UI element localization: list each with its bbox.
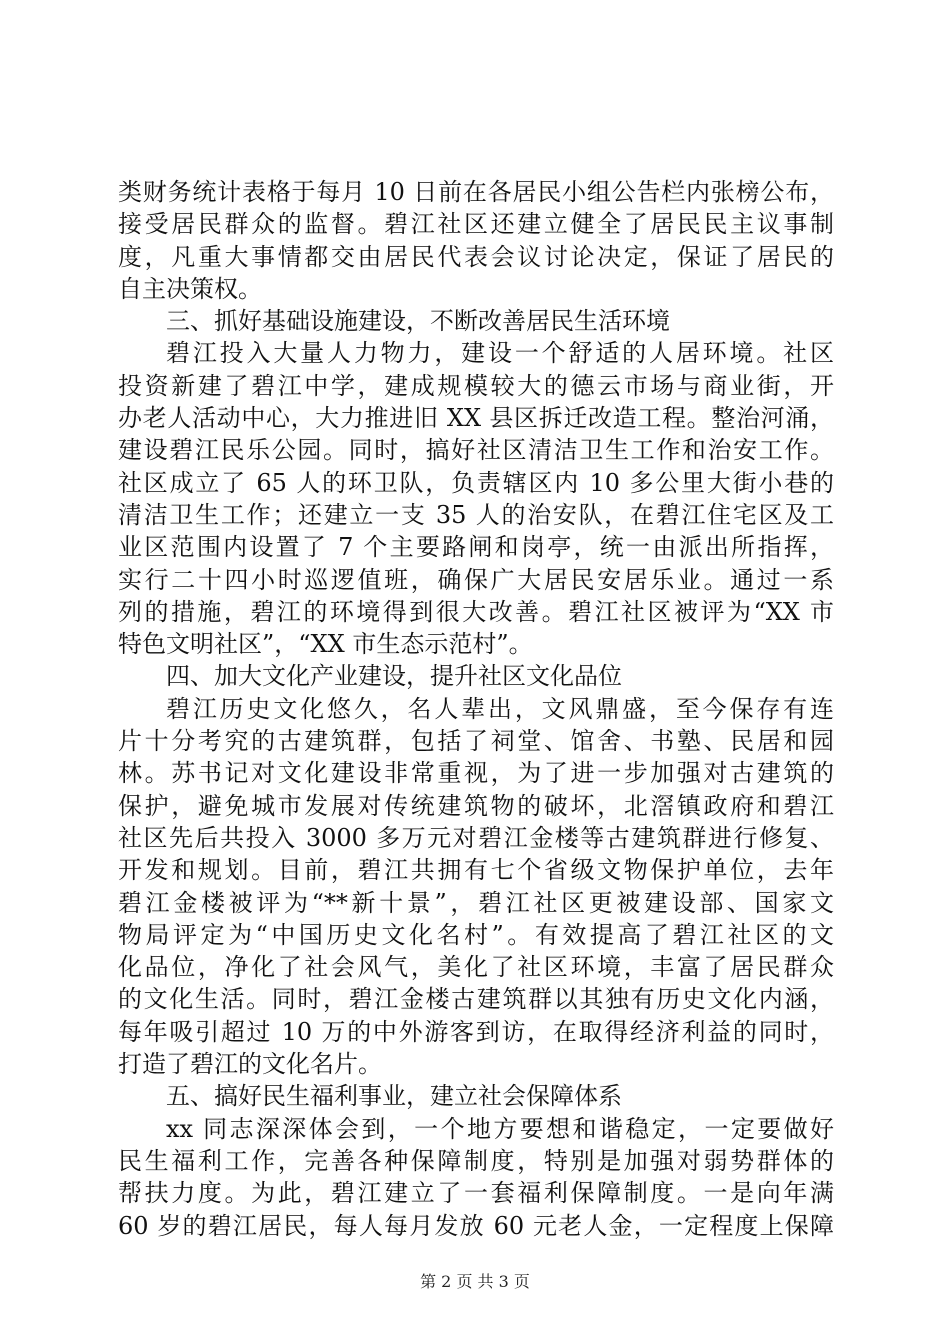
paragraph-line: 片十分考究的古建筑群，包括了祠堂、馆舍、书塾、民居和园	[118, 727, 834, 756]
paragraph-line: 办老人活动中心，大力推进旧 XX 县区拆迁改造工程。整治河涌，	[118, 404, 834, 433]
section-heading: 四、加大文化产业建设，提升社区文化品位	[166, 662, 622, 691]
paragraph-line: 林。苏书记对文化建设非常重视，为了进一步加强对古建筑的	[118, 759, 834, 788]
section-heading: 三、抓好基础设施建设，不断改善居民生活环境	[166, 307, 670, 336]
paragraph-line: 业区范围内设置了 7 个主要路闸和岗亭，统一由派出所指挥，	[118, 533, 834, 562]
paragraph-line: 清洁卫生工作；还建立一支 35 人的治安队，在碧江住宅区及工	[118, 500, 834, 529]
paragraph-line: 类财务统计表格于每月 10 日前在各居民小组公告栏内张榜公布，	[118, 178, 834, 206]
paragraph-last-line: 打造了碧江的文化名片。	[118, 1050, 382, 1079]
paragraph-line: 度，凡重大事情都交由居民代表会议讨论决定，保证了居民的	[118, 242, 834, 271]
paragraph-line: 碧江金楼被评为“**新十景”，碧江社区更被建设部、国家文	[118, 888, 834, 917]
paragraph-line: 实行二十四小时巡逻值班，确保广大居民安居乐业。通过一系	[118, 565, 834, 594]
paragraph-line: 社区成立了 65 人的环卫队，负责辖区内 10 多公里大街小巷的	[118, 468, 834, 497]
paragraph-line: 的文化生活。同时，碧江金楼古建筑群以其独有历史文化内涵，	[118, 985, 834, 1014]
paragraph-line: 社区先后共投入 3000 多万元对碧江金楼等古建筑群进行修复、	[118, 823, 834, 852]
paragraph-line: 民生福利工作，完善各种保障制度，特别是加强对弱势群体的	[118, 1146, 834, 1175]
document-body	[118, 176, 834, 1242]
paragraph-first-line: xx 同志深深体会到，一个地方要想和谐稳定，一定要做好	[166, 1114, 834, 1143]
paragraph-line: 列的措施，碧江的环境得到很大改善。碧江社区被评为“XX 市	[118, 597, 834, 626]
paragraph-line: 开发和规划。目前，碧江共拥有七个省级文物保护单位，去年	[118, 856, 834, 885]
paragraph-last-line: 特色文明社区”，“XX 市生态示范村”。	[118, 630, 533, 659]
paragraph-line: 60 岁的碧江居民，每人每月发放 60 元老人金，一定程度上保障	[118, 1211, 834, 1240]
paragraph-line: 建设碧江民乐公园。同时，搞好社区清洁卫生工作和治安工作。	[118, 436, 834, 465]
paragraph-first-line: 碧江投入大量人力物力，建设一个舒适的人居环境。社区	[166, 339, 834, 368]
paragraph-line: 保护，避免城市发展对传统建筑物的破坏，北滘镇政府和碧江	[118, 791, 834, 820]
paragraph-last-line: 自主决策权。	[118, 274, 262, 303]
paragraph-line: 投资新建了碧江中学，建成规模较大的德云市场与商业街，开	[118, 371, 834, 400]
page-footer: 第 2 页 共 3 页	[420, 1272, 530, 1291]
paragraph-line: 接受居民群众的监督。碧江社区还建立健全了居民民主议事制	[118, 210, 834, 239]
section-heading: 五、搞好民生福利事业，建立社会保障体系	[166, 1082, 622, 1111]
paragraph-first-line: 碧江历史文化悠久，名人辈出，文风鼎盛，至今保存有连	[166, 694, 834, 723]
paragraph-line: 化品位，净化了社会风气，美化了社区环境，丰富了居民群众	[118, 953, 834, 982]
paragraph-line: 每年吸引超过 10 万的中外游客到访，在取得经济利益的同时，	[118, 1017, 834, 1046]
paragraph-line: 帮扶力度。为此，碧江建立了一套福利保障制度。一是向年满	[118, 1179, 834, 1208]
paragraph-line: 物局评定为“中国历史文化名村”。有效提高了碧江社区的文	[118, 920, 834, 949]
